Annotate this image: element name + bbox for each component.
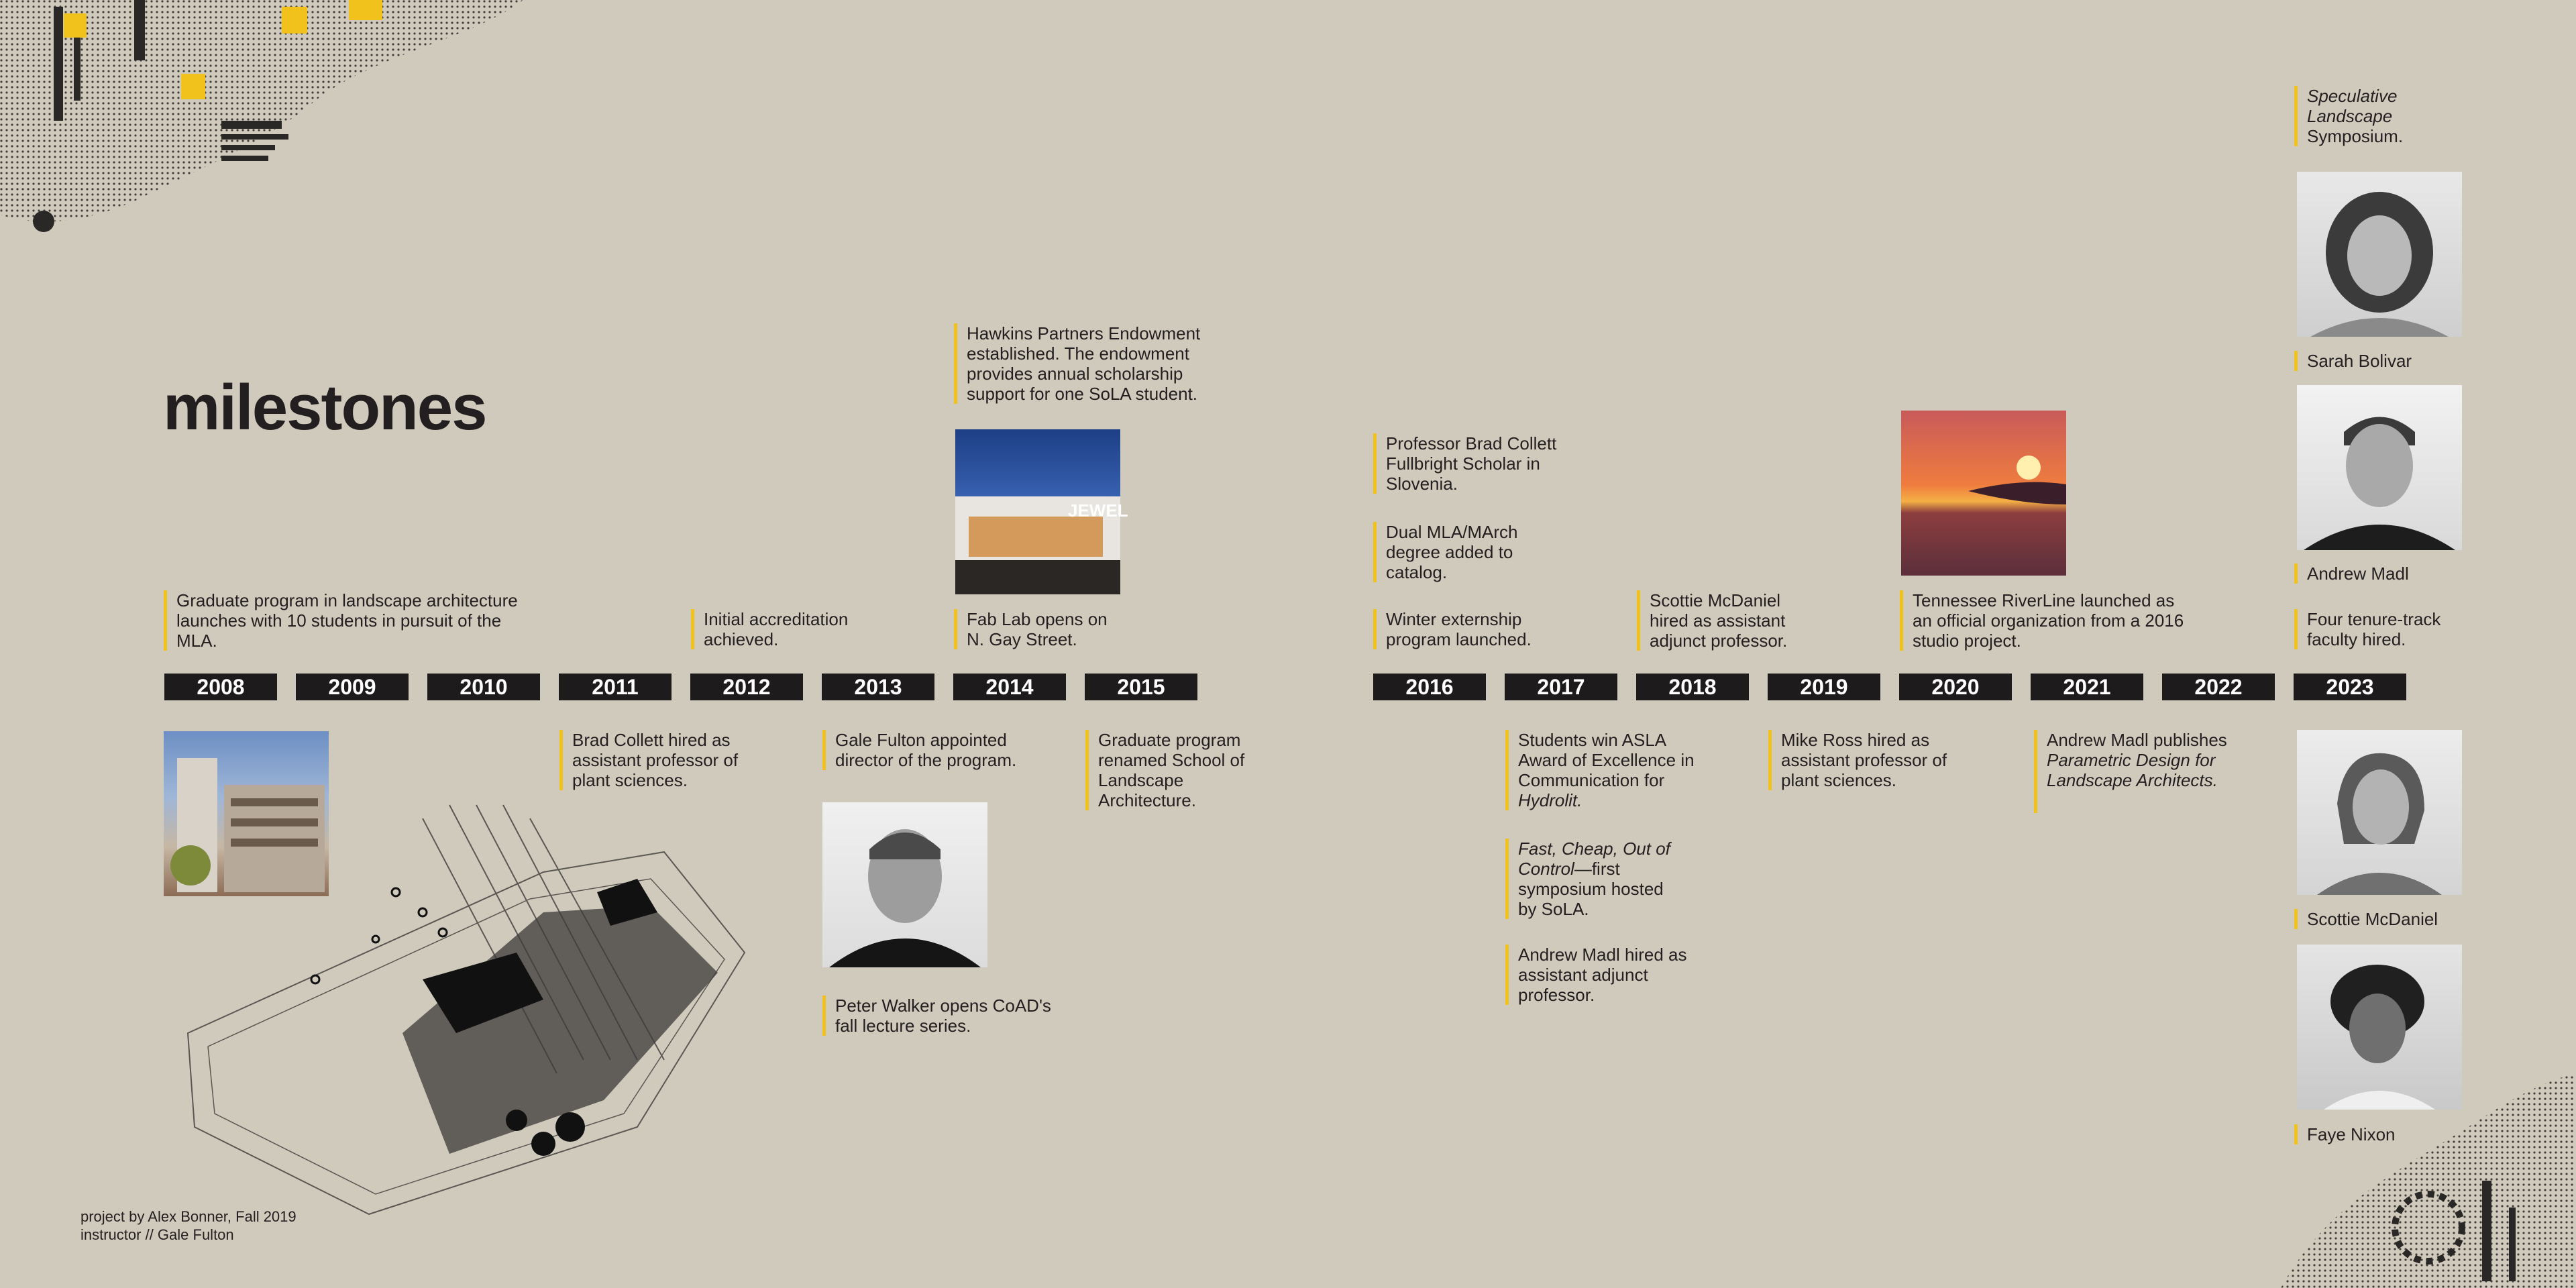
person-name: Scottie McDaniel (2294, 909, 2438, 929)
milestone-2016-fulbright: Professor Brad Collett Fullbright Scholar in Slovenia. (1373, 433, 1560, 494)
year-label: 2012 (690, 674, 803, 700)
publish-text: Andrew Madl publishes (2047, 730, 2227, 750)
year-label: 2017 (1505, 674, 1617, 700)
year-label: 2009 (296, 674, 409, 700)
year-label: 2022 (2162, 674, 2275, 700)
book-title: Parametric Design for Landscape Architects. (2047, 750, 2218, 790)
year-label: 2010 (427, 674, 540, 700)
milestone-2023-faculty: Four tenure-track faculty hired. (2294, 609, 2461, 649)
credit-instructor: instructor // Gale Fulton (80, 1226, 234, 1243)
milestone-2011: Brad Collett hired as assistant professor of plant sciences. (559, 730, 773, 790)
milestone-2014-endowment: Hawkins Partners Endowment established. The endowment provides annual scholarship support for one SoLA student. (954, 323, 1235, 404)
year-label: 2008 (164, 674, 277, 700)
year-label: 2021 (2031, 674, 2143, 700)
asla-text: Students win ASLA Award of Excellence in Communication for (1518, 730, 1695, 790)
portrait-faye-nixon (2297, 945, 2462, 1110)
year-label: 2023 (2294, 674, 2406, 700)
milestone-2012: Initial accreditation achieved. (691, 609, 885, 649)
symposium-desc: —first symposium hosted by SoLA. (1518, 859, 1664, 919)
year-label: 2014 (953, 674, 1066, 700)
texture-top-left (0, 0, 537, 241)
milestone-2021 (2034, 730, 2261, 813)
milestone-2019: Mike Ross hired as assistant professor of plant sciences. (1768, 730, 1982, 790)
milestone-2016-dual-degree: Dual MLA/MArch degree added to catalog. (1373, 522, 1547, 582)
milestone-2023-symposium (2294, 86, 2441, 146)
milestone-2017-asla (1505, 730, 1706, 810)
milestone-2018: Scottie McDaniel hired as assistant adjunct professor. (1637, 590, 1824, 651)
page-title: milestones (163, 372, 486, 443)
credit-author: project by Alex Bonner, Fall 2019 (80, 1208, 297, 1225)
year-label: 2011 (559, 674, 672, 700)
milestone-2013: Gale Fulton appointed director of the program. (822, 730, 1036, 770)
jewel-sign: JEWEL (1068, 500, 1128, 521)
year-label: 2019 (1768, 674, 1880, 700)
milestone-2017-symposium (1505, 839, 1672, 919)
person-name: Sarah Bolivar (2294, 351, 2412, 371)
fab-lab-photo (955, 429, 1128, 594)
milestone-2015: Graduate program renamed School of Landscape Architecture. (1085, 730, 1273, 810)
symposium-name: Fast, Cheap, Out of Control (1518, 839, 1670, 879)
portrait-andrew-madl (2297, 385, 2462, 550)
milestone-2020: Tennessee RiverLine launched as an official organization from a 2016 studio project. (1900, 590, 2188, 651)
milestone-2017-madl: Andrew Madl hired as assistant adjunct professor. (1505, 945, 1693, 1005)
milestone-2013-lecture: Peter Walker opens CoAD's fall lecture series. (822, 996, 1070, 1036)
project-credit (80, 1208, 297, 1244)
portrait-scottie-mcdaniel (2297, 730, 2462, 895)
year-label: 2013 (822, 674, 934, 700)
year-label: 2015 (1085, 674, 1197, 700)
person-name: Andrew Madl (2294, 564, 2409, 584)
riverline-photo (1901, 411, 2066, 576)
milestone-2008: Graduate program in landscape architecture launches with 10 students in pursuit of the MLA. (164, 590, 525, 651)
year-label: 2016 (1373, 674, 1486, 700)
symposium-suffix: Symposium. (2307, 126, 2404, 146)
milestone-2014-fablab: Fab Lab opens on N. Gay Street. (954, 609, 1128, 649)
year-label: 2018 (1636, 674, 1749, 700)
asla-project: Hydrolit. (1518, 790, 1582, 810)
portrait-sarah-bolivar (2297, 172, 2462, 337)
person-name: Faye Nixon (2294, 1124, 2396, 1144)
portrait-peter-walker (822, 802, 987, 967)
milestone-2016-externship: Winter externship program launched. (1373, 609, 1560, 649)
symposium-title: Speculative Landscape (2307, 86, 2398, 126)
year-label: 2020 (1899, 674, 2012, 700)
site-map-graphic (168, 778, 812, 1221)
